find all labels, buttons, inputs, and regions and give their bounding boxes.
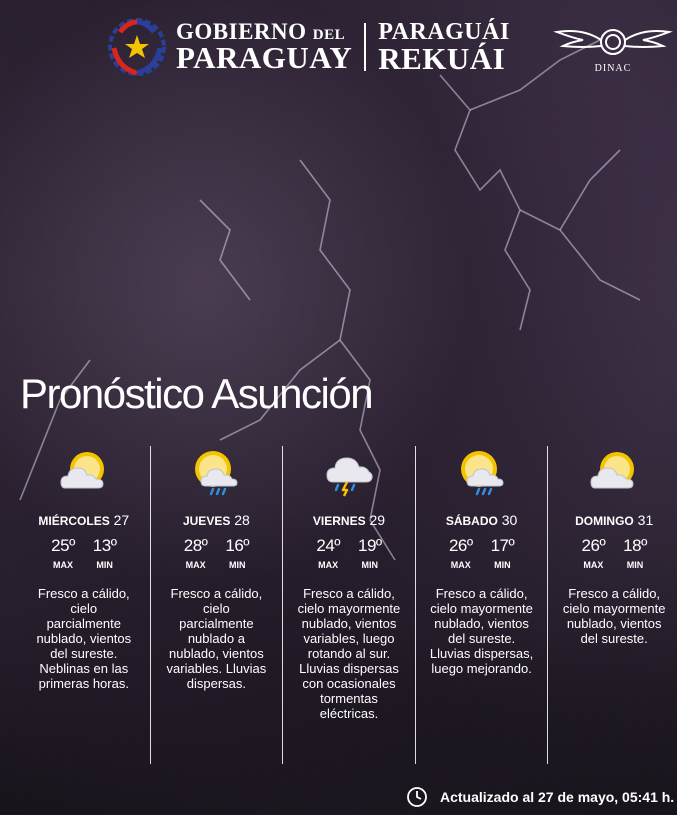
paraguay-seal-icon	[108, 18, 166, 76]
min-label: MIN	[96, 560, 113, 570]
max-label: MAX	[583, 560, 604, 570]
last-updated	[406, 786, 674, 808]
cloud-storm-icon	[283, 448, 415, 498]
sun-cloud-rain-icon	[416, 448, 548, 498]
forecast-description: Fresco a cálido, cielo parcialmente nublado, vientos del sureste. Neblinas en las primeras horas.	[36, 586, 132, 691]
forecast-day-4	[547, 446, 677, 764]
forecast-description: Fresco a cálido, cielo mayormente nublado, vientos del sureste. Lluvias dispersas, luego mejorando.	[429, 586, 534, 676]
temperatures	[283, 536, 415, 570]
temperatures	[548, 536, 677, 570]
max-temp: 26º	[581, 536, 606, 555]
dinac-logo	[550, 24, 676, 74]
paraguai-rekuai-logo-text: PARAGUÁI REKUÁI	[378, 18, 510, 76]
min-label: MIN	[228, 560, 246, 570]
forecast-description: Fresco a cálido, cielo mayormente nublado, vientos del sureste.	[562, 586, 666, 646]
max-label: MAX	[450, 560, 471, 570]
min-label: MIN	[361, 560, 379, 570]
max-temp: 25º	[51, 536, 75, 555]
min-label: MIN	[494, 560, 511, 570]
day-name: MIÉRCOLES 27	[38, 512, 130, 528]
dinac-wings-icon	[553, 24, 673, 60]
temperatures	[18, 536, 150, 570]
min-temp: 18º	[623, 536, 647, 555]
min-temp: 16º	[225, 536, 250, 555]
day-name: SÁBADO 30	[445, 512, 518, 528]
site-header	[108, 18, 510, 76]
dinac-label: DINAC	[594, 63, 632, 74]
gobierno-paraguay-logo-text: GOBIERNO DEL PARAGUAY	[176, 19, 353, 76]
forecast-day-2	[282, 446, 415, 764]
min-temp: 19º	[357, 536, 382, 555]
forecast-day-1	[150, 446, 283, 764]
max-label: MAX	[318, 560, 339, 570]
min-temp: 17º	[490, 536, 515, 555]
partly-cloudy-sun-icon	[548, 448, 677, 498]
max-temp: 24º	[316, 536, 340, 555]
forecast-description: Fresco a cálido, cielo mayormente nublado, vientos variables, luego rotando al sur. Lluvias dispersas con ocasionales tormentas eléctricas.	[297, 586, 401, 721]
header-divider	[364, 23, 366, 71]
min-temp: 13º	[92, 536, 117, 555]
partly-cloudy-sun-icon	[18, 448, 150, 498]
max-label: MAX	[185, 560, 206, 570]
forecast-day-3	[415, 446, 548, 764]
temperatures	[416, 536, 548, 570]
forecast-description: Fresco a cálido, cielo parcialmente nublado a nublado, vientos variables. Lluvias dispersas.	[166, 586, 267, 691]
day-name: VIERNES 29	[312, 512, 386, 528]
sun-cloud-rain-icon	[151, 448, 283, 498]
page-title: Pronóstico Asunción	[20, 370, 373, 417]
forecast-days	[18, 446, 677, 764]
max-temp: 28º	[183, 536, 208, 555]
day-name: JUEVES 28	[182, 512, 250, 528]
last-updated-text: Actualizado al 27 de mayo, 05:41 h.	[440, 789, 675, 805]
temperatures	[151, 536, 283, 570]
clock-icon	[406, 786, 428, 808]
day-name: DOMINGO 31	[575, 512, 654, 528]
min-label: MIN	[626, 560, 644, 570]
max-label: MAX	[52, 560, 73, 570]
forecast-day-0	[18, 446, 150, 764]
max-temp: 26º	[448, 536, 473, 555]
